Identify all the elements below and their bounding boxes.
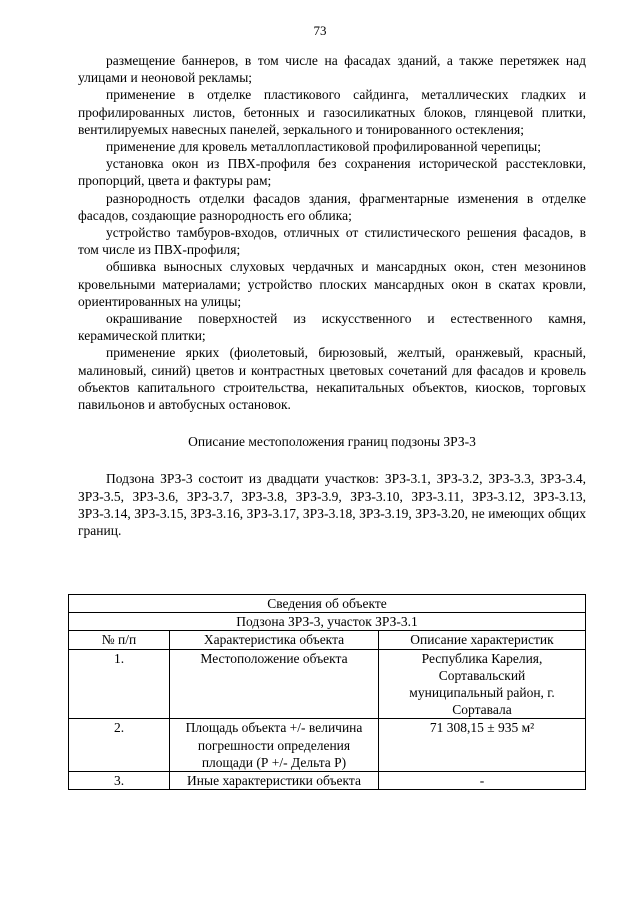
table-title: Сведения об объекте [69,595,586,613]
table-row [69,772,586,790]
paragraph: размещение баннеров, в том числе на фасадах зданий, а также перетяжек над улицами и неоновой рекламы; [78,53,586,86]
paragraph: разнородность отделки фасадов здания, фрагментарные изменения в отделке фасадов, создающие разнородность его облика; [78,190,586,223]
paragraph: окрашивание поверхностей из искусственного и естественного камня, керамической плитки; [78,311,586,344]
row-number: 3. [69,772,170,790]
row-description: Республика Карелия, Сортавальский муниципальный район, г. Сортавала [379,649,586,719]
table-row [69,719,586,772]
paragraph: применение ярких (фиолетовый, бирюзовый, желтый, оранжевый, красный, малиновый, синий) цветов и контрастных цветовых сочетаний для фасадов и кровель объектов капитального строительства, некапитальных объектов, киосков, торговых павильонов и автобусных остановок. [78,345,586,413]
row-number: 1. [69,649,170,719]
row-number: 2. [69,719,170,772]
table-subtitle: Подзона ЗРЗ-3, участок ЗРЗ-3.1 [69,613,586,631]
paragraph: обшивка выносных слуховых чердачных и мансардных окон, стен мезонинов кровельными материалами; устройство плоских мансардных окон в скатах кровли, ориентированных на улицы; [78,259,586,309]
row-characteristic: Иные характеристики объекта [170,772,379,790]
table-subtitle-row [69,613,586,631]
paragraph: установка окон из ПВХ-профиля без сохранения исторической расстекловки, пропорций, цвета и фактуры рам; [78,156,586,189]
column-header-description: Описание характеристик [379,631,586,649]
paragraph: применение в отделке пластикового сайдинга, металлических гладких и профилированных листов, бетонных и газосиликатных блоков, глянцевой плитки, вентилируемых навесных панелей, зеркального и тонированного остекления; [78,87,586,137]
row-description: - [379,772,586,790]
document-body [78,52,586,539]
paragraph: применение для кровель металлопластиковой профилированной черепицы; [106,139,541,155]
table-row [69,649,586,719]
table-title-row [69,595,586,613]
column-header-characteristic: Характеристика объекта [170,631,379,649]
intro-paragraph: Подзона ЗРЗ-3 состоит из двадцати участков: ЗРЗ-3.1, ЗРЗ-3.2, ЗРЗ-3.3, ЗРЗ-3.4, ЗРЗ-3.5, ЗРЗ-3.6, ЗРЗ-3.7, ЗРЗ-3.8, ЗРЗ-3.9, ЗРЗ-3.10, ЗРЗ-3.11, ЗРЗ-3.12, ЗРЗ-3.13, ЗРЗ-3.14, ЗРЗ-3.15, ЗРЗ-3.16, ЗРЗ-3.17, ЗРЗ-3.18, ЗРЗ-3.19, ЗРЗ-3.20, не имеющих общих границ. [78,471,586,539]
object-info-table [68,594,586,790]
section-heading: Описание местоположения границ подзоны ЗРЗ-3 [188,434,476,450]
page-number: 73 [313,23,327,38]
paragraph: устройство тамбуров-входов, отличных от стилистического решения фасадов, в том числе из ПВХ-профиля; [78,225,586,258]
column-header-number: № п/п [69,631,170,649]
row-characteristic: Площадь объекта +/- величина погрешности определения площади (Р +/- Дельта Р) [170,719,379,772]
row-description: 71 308,15 ± 935 м² [379,719,586,772]
row-characteristic: Местоположение объекта [170,649,379,719]
table-header-row [69,631,586,649]
